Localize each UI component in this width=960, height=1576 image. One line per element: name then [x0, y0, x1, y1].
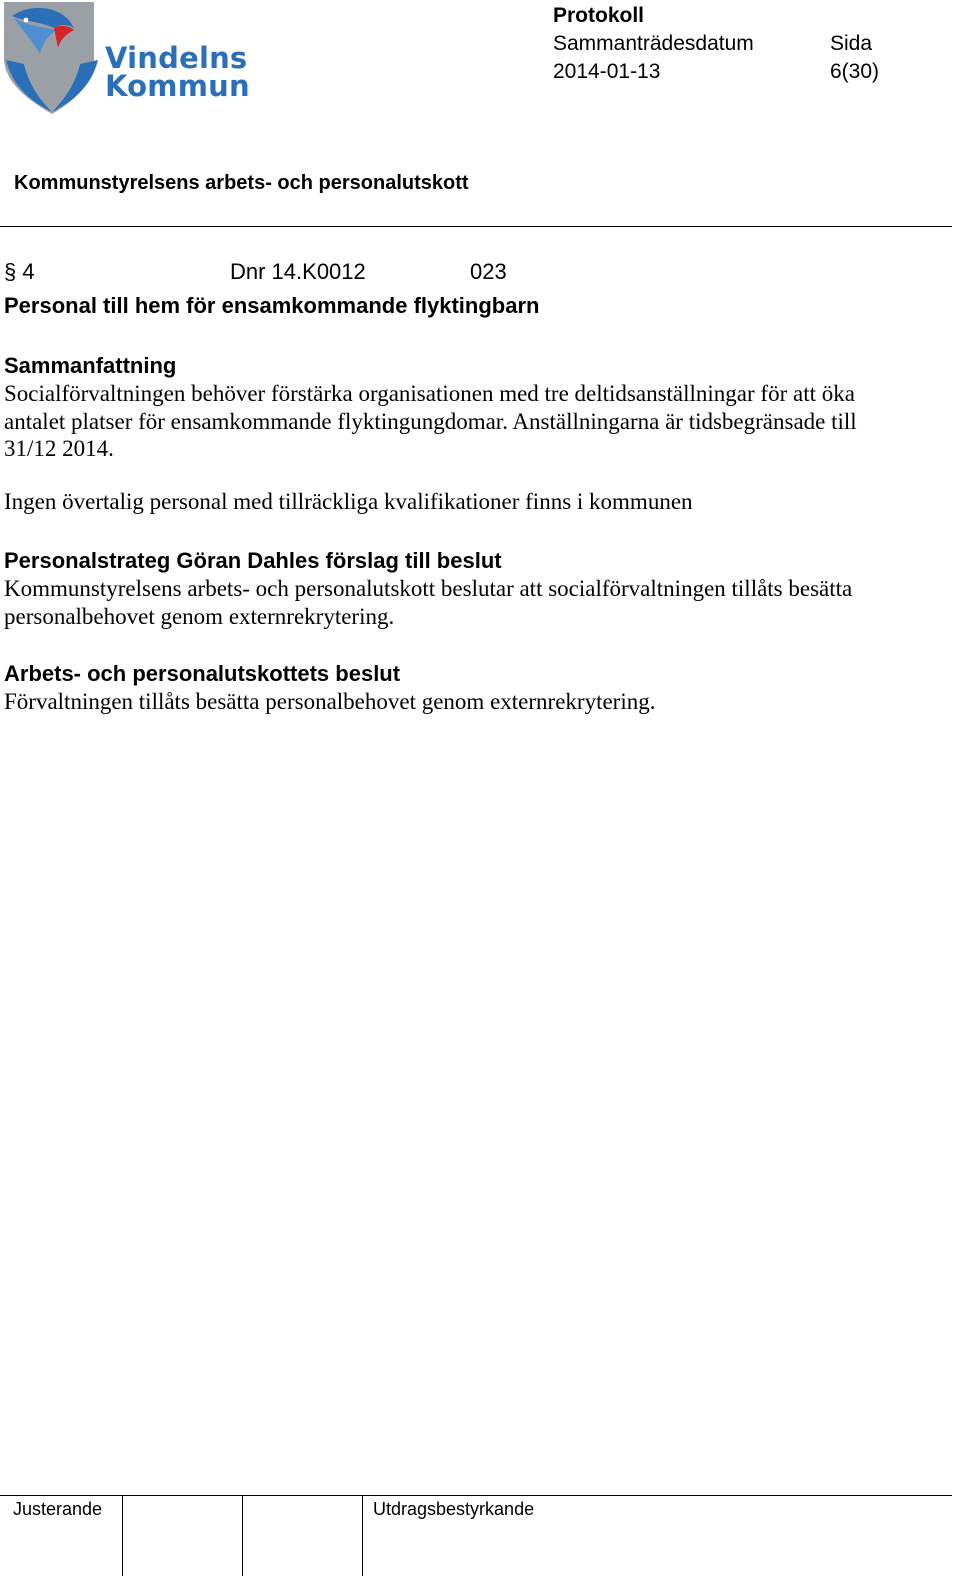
archive-code: 023	[470, 259, 507, 284]
signature-box	[362, 1496, 363, 1576]
diary-number: Dnr 14.K0012	[230, 259, 366, 284]
municipality-logo	[2, 0, 250, 116]
section-title: Personal till hem för ensamkommande flyktingbarn	[4, 293, 540, 318]
section-number: § 4	[4, 259, 35, 284]
proposal-text: Kommunstyrelsens arbets- och personalutskott beslutar att socialförvaltningen tillåts besätta personalbehovet genom externrekrytering.	[4, 576, 853, 629]
document-type: Protokoll	[553, 4, 645, 27]
decision-text: Förvaltningen tillåts besätta personalbehovet genom externrekrytering.	[4, 689, 656, 714]
summary-note: Ingen övertalig personal med tillräckliga kvalifikationer finns i kommunen	[4, 489, 693, 514]
signature-box	[122, 1496, 123, 1576]
logo-text: Vindelns Kommun	[105, 41, 250, 103]
header-divider	[0, 226, 952, 227]
meeting-date-label: Sammanträdesdatum	[553, 32, 754, 55]
fish-shield-logo-icon	[2, 0, 102, 116]
meeting-date: 2014-01-13	[553, 60, 661, 83]
committee-name: Kommunstyrelsens arbets- och personalutskott	[14, 172, 469, 194]
decision-heading: Arbets- och personalutskottets beslut	[4, 661, 401, 686]
summary-text: Socialförvaltningen behöver förstärka organisationen med tre deltidsanställningar för att öka antalet platser för ensamkommande flyktingungdomar. Anställningarna är tidsbegränsade till 31/12 2014.	[4, 381, 857, 461]
page-number: 6(30)	[830, 60, 880, 83]
proposal-heading: Personalstrateg Göran Dahles förslag till beslut	[4, 548, 502, 573]
adjuster-label: Justerande	[13, 1499, 103, 1519]
extract-certification-label: Utdragsbestyrkande	[373, 1499, 535, 1519]
footer-divider	[0, 1495, 952, 1496]
page-label: Sida	[830, 32, 873, 55]
signature-box	[242, 1496, 243, 1576]
summary-heading: Sammanfattning	[4, 353, 177, 378]
